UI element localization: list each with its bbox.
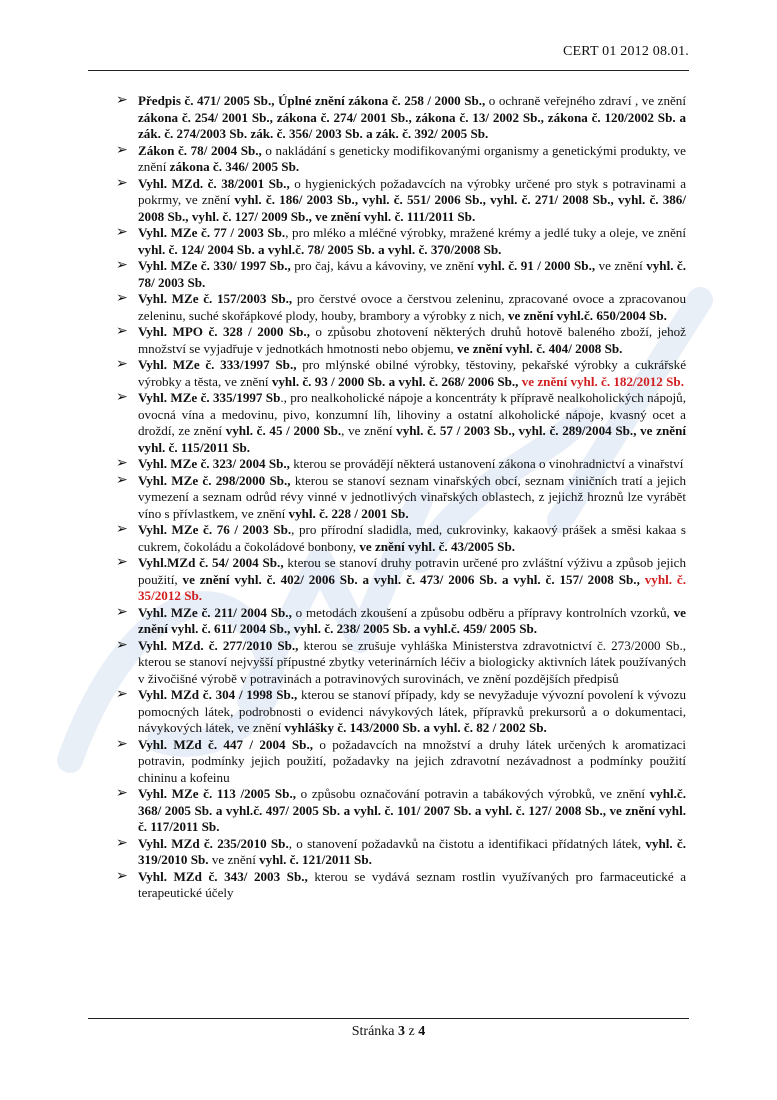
regulation-reference: vyhl. č. 78/ 2003 Sb. [138, 258, 687, 290]
arrow-bullet-icon: ➢ [116, 456, 128, 471]
arrow-bullet-icon: ➢ [116, 835, 128, 851]
regulation-reference: vyhl. č. 57 / 2003 Sb., vyhl. č. 289/2004 Sb., ve znění vyhl. č. 115/2011 Sb. [138, 423, 686, 455]
regulation-reference: ve znění vyhl.č. 650/2004 Sb. [507, 307, 667, 323]
regulation-text: , o stanovení požadavků na čistotu a identifikaci přídatných látek, [288, 835, 646, 851]
page-total: 4 [418, 1024, 426, 1039]
regulation-text: ve znění [595, 258, 647, 273]
regulation-text: kterou se vydává seznam rostlin využívaných pro farmaceutické a terapeutické účely [138, 868, 686, 900]
regulation-reference: vyhl. č. 93 / 2000 Sb. a vyhl. č. 268/ 2006 Sb., [271, 373, 519, 389]
page-label: Stránka [351, 1024, 395, 1039]
regulation-reference: Vyhl. MZe č. 333/1997 Sb., [138, 357, 297, 372]
arrow-bullet-icon: ➢ [116, 258, 128, 273]
regulation-text: o způsobu označování potravin a tabákových výrobků, ve znění [296, 786, 650, 801]
regulation-list-container [114, 93, 686, 902]
arrow-bullet-icon: ➢ [116, 142, 128, 158]
arrow-bullet-icon: ➢ [116, 390, 128, 405]
regulation-text: pro mlýnské obilné výrobky, těstoviny, pekařské výrobky a cukrářské výrobky a těsta, ve znění [138, 357, 687, 389]
regulation-reference: Vyhl. MZe č. 298/2000 Sb., [138, 472, 291, 488]
regulation-list [114, 93, 686, 902]
regulation-reference: Vyhl. MZe č. 211/ 2004 Sb., [138, 604, 292, 620]
regulation-text: o nakládání s geneticky modifikovanými organismy a genetickými produkty, ve znění [138, 142, 686, 174]
regulation-text: pro čaj, kávu a kávoviny, ve znění [290, 258, 478, 273]
regulation-text: o metodách zkoušení a způsobu odběru a přípravy kontrolních vzorků, [291, 604, 674, 620]
regulation-reference: zákona č. 346/ 2005 Sb. [169, 159, 300, 174]
regulation-reference: vyhl. č. 121/2011 Sb. [259, 852, 372, 867]
regulation-text: ., pro nealkoholické nápoje a koncentráty k přípravě nealkoholických nápojů, ovocná vína a medovinu, pivo, konzumní líh, lihoviny a ostatní alkoholické nápoje, kvasný ocet a droždí, ze znění [138, 390, 686, 438]
list-item [114, 473, 686, 523]
regulation-reference: Vyhl. MZe č. 157/2003 Sb., [138, 291, 293, 306]
amendment-highlight: ve znění vyhl. č. 182/2012 Sb. [521, 373, 684, 389]
list-item [114, 357, 686, 390]
page-footer [0, 1024, 777, 1040]
regulation-text: kterou se stanoví druhy potravin určené pro zvláštní výživu a způsob jejich použití, [138, 555, 687, 587]
list-item [114, 605, 686, 638]
regulation-reference: Vyhl. MPO č. 328 / 2000 Sb., [138, 324, 310, 339]
list-item [114, 93, 686, 143]
regulation-reference: Vyhl. MZd č. 343/ 2003 Sb., [138, 868, 308, 884]
arrow-bullet-icon: ➢ [116, 522, 128, 537]
arrow-bullet-icon: ➢ [116, 291, 128, 306]
regulation-text: o ochraně veřejného zdraví , ve znění [485, 93, 686, 108]
regulation-text: o způsobu zhotovení některých druhů hotově baleného zboží, jehož množství se vyjadřuje v jednotkách hmotnosti nebo objemu, [138, 324, 686, 356]
regulation-reference: Vyhl. MZe č. 113 /2005 Sb., [138, 786, 297, 801]
list-item [114, 737, 686, 787]
list-item [114, 687, 686, 737]
list-item [114, 176, 686, 226]
arrow-bullet-icon: ➢ [116, 472, 128, 488]
regulation-reference: vyhl. č. 186/ 2003 Sb., vyhl. č. 551/ 2006 Sb., vyhl. č. 271/ 2008 Sb., vyhl. č. 386/ 2008 Sb., vyhl. č. 127/ 2009 Sb., ve znění vyhl. č. 111/2011 Sb. [138, 192, 686, 224]
arrow-bullet-icon: ➢ [116, 175, 128, 191]
footer-divider [88, 1018, 689, 1019]
list-item [114, 786, 686, 836]
list-item [114, 522, 686, 555]
regulation-reference: vyhl. č. 319/2010 Sb. [138, 835, 686, 867]
regulation-reference: Vyhl. MZe č. 330/ 1997 Sb., [138, 258, 291, 273]
header-code: CERT 01 2012 08.01. [563, 44, 689, 59]
regulation-text: ve znění [208, 852, 260, 867]
list-item [114, 836, 686, 869]
list-item [114, 555, 686, 605]
list-item [114, 291, 686, 324]
regulation-reference: vyhl. č. 228 / 2001 Sb. [288, 505, 409, 521]
regulation-reference: Vyhl. MZe č. 76 / 2003 Sb. [138, 522, 292, 537]
arrow-bullet-icon: ➢ [116, 786, 128, 801]
page-separator: z [408, 1024, 415, 1039]
list-item [114, 869, 686, 902]
regulation-reference: Vyhl. MZd. č. 38/2001 Sb., [138, 175, 290, 191]
regulation-reference: vyhl. č. 45 / 2000 Sb. [225, 423, 342, 438]
amendment-highlight: vyhl. č. 35/2012 Sb. [138, 571, 686, 603]
regulation-reference: Vyhl. MZe č. 323/ 2004 Sb., [138, 456, 290, 471]
regulation-text: kterou se provádějí některá ustanovení zákona o vinohradnictví a vinařství [289, 456, 684, 471]
regulation-reference: zákona č. 254/ 2001 Sb., zákona č. 274/ 2001 Sb., zákona č. 13/ 2002 Sb., zákona č. 120/2002 Sb. a zák. č. 274/2003 Sb. zák. č. 356/ 2003 Sb. a zák. č. 392/ 2005 Sb. [138, 109, 686, 141]
regulation-reference: Předpis č. 471/ 2005 Sb., Úplné znění zákona č. 258 / 2000 Sb., [138, 93, 486, 108]
regulation-text: o hygienických požadavcích na výrobky určené pro styk s potravinami a pokrmy, ve znění [138, 175, 686, 207]
regulation-reference: Vyhl. MZe č. 335/1997 Sb [138, 390, 281, 405]
regulation-reference: Vyhl. MZd č. 235/2010 Sb. [138, 835, 289, 851]
regulation-text: , pro mléko a mléčné výrobky, mražené krémy a jedlé tuky a oleje, ve znění [285, 225, 686, 240]
list-item [114, 390, 686, 456]
arrow-bullet-icon: ➢ [116, 687, 128, 702]
regulation-reference: vyhl. č. 91 / 2000 Sb., [477, 258, 596, 273]
regulation-reference: Vyhl. MZd. č. 277/2010 Sb., [138, 637, 299, 653]
arrow-bullet-icon: ➢ [116, 225, 128, 240]
regulation-reference: ve znění vyhl. č. 611/ 2004 Sb., vyhl. č. 238/ 2005 Sb. a vyhl.č. 459/ 2005 Sb. [138, 604, 686, 636]
header-divider [88, 70, 689, 71]
regulation-reference: ve znění vyhl. č. 402/ 2006 Sb. a vyhl. č. 473/ 2006 Sb. a vyhl. č. 157/ 2008 Sb., [182, 571, 640, 587]
arrow-bullet-icon: ➢ [116, 736, 128, 752]
page-number: 3 [398, 1024, 406, 1039]
arrow-bullet-icon: ➢ [116, 324, 128, 339]
regulation-reference: Vyhl. MZd č. 447 / 2004 Sb., [138, 736, 313, 752]
regulation-text: , ve znění [341, 423, 397, 438]
arrow-bullet-icon: ➢ [116, 637, 128, 653]
regulation-text: pro čerstvé ovoce a čerstvou zeleninu, zpracované ovoce a zpracovanou zeleninu, suché skořápkové plody, houby, brambory a výrobky z nich, [138, 291, 686, 323]
regulation-text: , pro přírodní sladidla, med, cukrovinky, kakaový prášek a směsi kakaa s cukrem, čokoládu a čokoládové bonbony, [138, 522, 686, 554]
regulation-reference: vyhlášky č. 143/2000 Sb. a vyhl. č. 82 / 2002 Sb. [284, 720, 547, 735]
list-item [114, 638, 686, 688]
regulation-reference: Vyhl.MZd č. 54/ 2004 Sb., [138, 555, 284, 570]
list-item [114, 324, 686, 357]
list-item [114, 143, 686, 176]
regulation-reference: Zákon č. 78/ 2004 Sb., [138, 142, 262, 158]
arrow-bullet-icon: ➢ [116, 868, 128, 884]
arrow-bullet-icon: ➢ [116, 93, 128, 108]
regulation-reference: Vyhl. MZd č. 304 / 1998 Sb., [138, 687, 298, 702]
regulation-reference: vyhl. č. 124/ 2004 Sb. a vyhl.č. 78/ 2005 Sb. a vyhl. č. 370/2008 Sb. [138, 241, 502, 257]
regulation-text: kterou se stanoví případy, kdy se nevyžaduje vývozní povolení k vývozu pomocných látek, podrobnosti o evidenci návykových látek, přípravků prekursorů a o dokumentaci, návykových látek, ve znění [138, 687, 687, 735]
regulation-reference: ve znění vyhl. č. 404/ 2008 Sb. [456, 340, 623, 356]
regulation-reference: Vyhl. MZe č. 77 / 2003 Sb. [138, 225, 286, 240]
arrow-bullet-icon: ➢ [116, 555, 128, 570]
regulation-text: kterou se stanoví seznam vinařských obcí, seznam viničních tratí a jejich vymezení a seznam odrůd révy vinné v jednotlivých vinařských oblastech, z jejichž hroznů lze vyrábět víno s přívlastkem, ve znění [138, 472, 686, 521]
arrow-bullet-icon: ➢ [116, 357, 128, 372]
arrow-bullet-icon: ➢ [116, 604, 128, 620]
regulation-reference: ve znění vyhl. č. 43/2005 Sb. [359, 538, 516, 554]
regulation-text: kterou se zrušuje vyhláška Ministerstva zdravotnictví č. 273/2000 Sb., kterou se stanoví nejvyšší přípustné zbytky veterinárních léčiv a biologicky aktivních látek používaných v živočišné výrobě v potravinách a potravinových surovinách, ve znění pozdějších předpisů [138, 637, 686, 686]
regulation-text: o požadavcích na množství a druhy látek určených k aromatizaci potravin, podmínky jejich použití, požadavky na jejich zdravotní nezávadnost a podmínky použití chininu a kofeinu [138, 736, 687, 785]
list-item [114, 225, 686, 258]
list-item [114, 456, 686, 473]
list-item [114, 258, 686, 291]
regulation-reference: vyhl.č. 368/ 2005 Sb. a vyhl.č. 497/ 2005 Sb. a vyhl. č. 101/ 2007 Sb. a vyhl. č. 127/ 2008 Sb., ve znění vyhl. č. 117/2011 Sb. [138, 786, 686, 834]
